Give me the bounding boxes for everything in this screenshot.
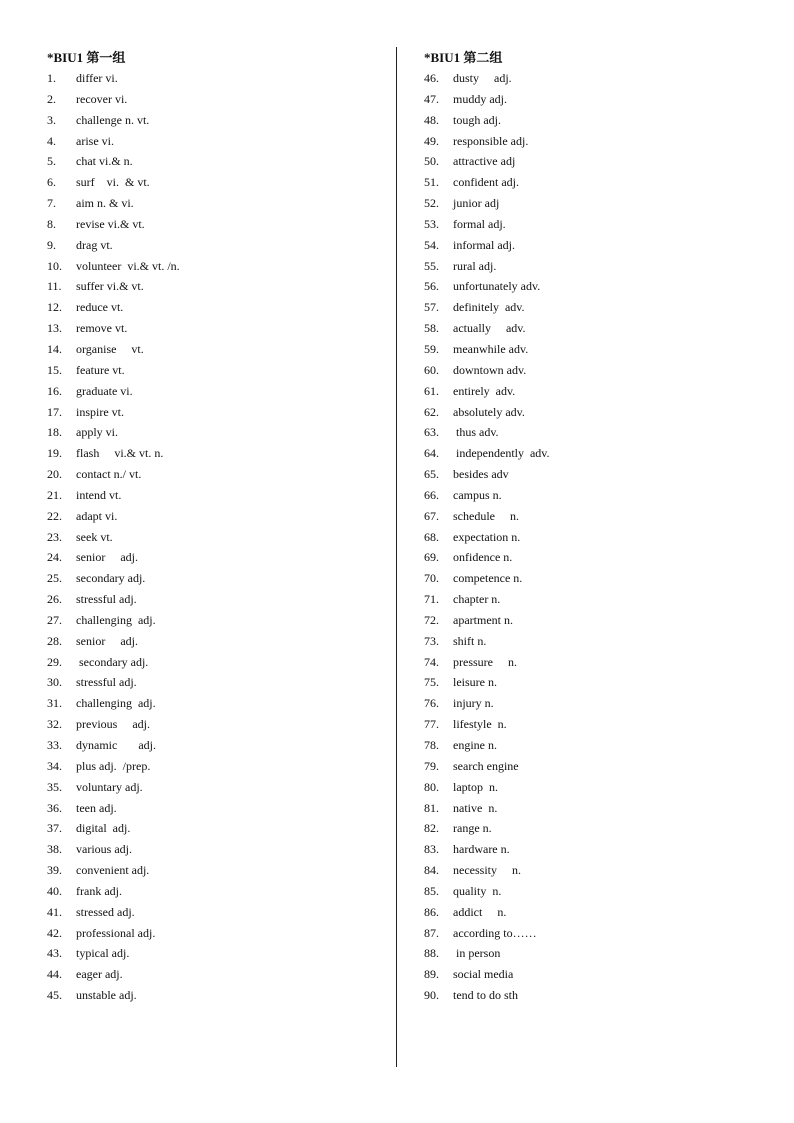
list-item <box>424 902 764 923</box>
item-word: confident adj. <box>453 175 519 190</box>
item-number: 9. <box>47 237 56 252</box>
item-number: 48. <box>424 112 439 127</box>
item-number: 56. <box>424 279 439 294</box>
column-title: *BIU1 第一组 <box>47 50 126 65</box>
item-number: 81. <box>424 800 439 815</box>
item-number: 52. <box>424 196 439 211</box>
list-item <box>47 402 377 423</box>
item-word: typical adj. <box>76 946 130 961</box>
item-word: previous adj. <box>76 717 150 732</box>
item-word: arise vi. <box>76 133 114 148</box>
item-word: aim n. & vi. <box>76 196 134 211</box>
item-word: downtown adv. <box>453 362 527 377</box>
item-number: 75. <box>424 675 439 690</box>
list-item <box>47 527 377 548</box>
list-item <box>47 881 377 902</box>
item-word: quality n. <box>453 883 502 898</box>
column-title: *BIU1 第二组 <box>424 50 503 65</box>
item-word: stressed adj. <box>76 904 135 919</box>
item-word: digital adj. <box>76 821 131 836</box>
item-number: 37. <box>47 821 62 836</box>
item-word: besides adv <box>453 467 509 482</box>
item-number: 61. <box>424 383 439 398</box>
item-word: hardware n. <box>453 842 510 857</box>
list-item <box>47 276 377 297</box>
list-item <box>424 89 764 110</box>
item-word: meanwhile adv. <box>453 341 529 356</box>
item-number: 78. <box>424 738 439 752</box>
item-number: 89. <box>424 967 439 982</box>
item-word: senior adj. <box>76 633 138 648</box>
column-divider <box>396 47 397 1067</box>
item-number: 46. <box>424 71 439 85</box>
item-number: 66. <box>424 487 439 502</box>
item-number: 47. <box>424 91 439 106</box>
item-number: 58. <box>424 321 439 336</box>
list-item <box>47 943 377 964</box>
item-word: recover vi. <box>76 91 128 106</box>
list-item <box>47 172 377 193</box>
item-word: engine n. <box>453 738 497 752</box>
list-item <box>47 964 377 985</box>
list-item <box>424 735 764 756</box>
item-word: campus n. <box>453 487 502 502</box>
list-item <box>424 110 764 131</box>
item-number: 90. <box>424 988 439 1003</box>
list-item <box>424 798 764 819</box>
list-item <box>47 464 377 485</box>
item-number: 83. <box>424 842 439 857</box>
list-item <box>47 297 377 318</box>
item-word: range n. <box>453 821 492 836</box>
item-word: responsible adj. <box>453 133 529 148</box>
item-word: independently adv. <box>453 446 550 461</box>
item-number: 68. <box>424 529 439 544</box>
list-item <box>47 756 377 777</box>
item-number: 3. <box>47 112 56 127</box>
list-item <box>424 193 764 214</box>
item-number: 87. <box>424 925 439 940</box>
item-number: 42. <box>47 925 62 940</box>
item-number: 16. <box>47 383 62 398</box>
item-word: chat vi.& n. <box>76 154 133 169</box>
item-word: schedule n. <box>453 508 519 523</box>
item-word: challenging adj. <box>76 696 156 711</box>
item-number: 38. <box>47 842 62 857</box>
item-word: challenge n. vt. <box>76 112 150 127</box>
list-item <box>47 422 377 443</box>
list-item <box>424 339 764 360</box>
list-item <box>47 652 377 673</box>
list-item <box>47 985 377 1006</box>
item-word: professional adj. <box>76 925 156 940</box>
item-number: 45. <box>47 988 62 1003</box>
list-item <box>47 568 377 589</box>
list-item <box>424 256 764 277</box>
list-item <box>424 839 764 860</box>
list-item <box>424 485 764 506</box>
list-item <box>47 714 377 735</box>
item-word: formal adj. <box>453 216 506 231</box>
item-number: 1. <box>47 71 56 85</box>
list-item <box>424 360 764 381</box>
list-item <box>47 235 377 256</box>
list-item <box>47 923 377 944</box>
list-item <box>424 506 764 527</box>
list-item <box>47 506 377 527</box>
list-item <box>424 276 764 297</box>
item-number: 65. <box>424 467 439 482</box>
vocabulary-column-group-2 <box>424 48 764 1006</box>
item-number: 57. <box>424 300 439 315</box>
item-number: 27. <box>47 612 62 627</box>
item-number: 29. <box>47 654 62 669</box>
item-number: 53. <box>424 216 439 231</box>
item-word: informal adj. <box>453 237 515 252</box>
item-number: 84. <box>424 863 439 878</box>
list-item <box>47 110 377 131</box>
list-item <box>424 777 764 798</box>
item-word: teen adj. <box>76 800 117 815</box>
list-item <box>47 547 377 568</box>
item-word: muddy adj. <box>453 91 507 106</box>
list-item <box>424 402 764 423</box>
list-item <box>47 672 377 693</box>
item-word: attractive adj <box>453 154 516 169</box>
list-item <box>424 672 764 693</box>
item-word: definitely adv. <box>453 300 525 315</box>
item-number: 69. <box>424 550 439 565</box>
item-number: 39. <box>47 863 62 878</box>
item-word: graduate vi. <box>76 383 133 398</box>
list-item <box>47 860 377 881</box>
item-number: 51. <box>424 175 439 190</box>
list-item <box>424 881 764 902</box>
item-word: expectation n. <box>453 529 521 544</box>
item-number: 36. <box>47 800 62 815</box>
item-number: 35. <box>47 779 62 794</box>
item-number: 21. <box>47 487 62 502</box>
item-word: apartment n. <box>453 612 513 627</box>
item-word: according to…… <box>453 925 537 940</box>
item-word: tough adj. <box>453 112 501 127</box>
list-item <box>47 839 377 860</box>
list-item <box>47 798 377 819</box>
item-number: 55. <box>424 258 439 273</box>
item-word: feature vt. <box>76 362 125 377</box>
list-item <box>47 339 377 360</box>
item-word: native n. <box>453 800 498 815</box>
list-item <box>424 547 764 568</box>
item-number: 88. <box>424 946 439 961</box>
item-word: pressure n. <box>453 654 517 669</box>
vocabulary-list <box>424 68 764 1006</box>
item-number: 12. <box>47 300 62 315</box>
item-number: 4. <box>47 133 56 148</box>
item-number: 71. <box>424 592 439 607</box>
list-item <box>424 714 764 735</box>
item-word: stressful adj. <box>76 592 137 607</box>
list-item <box>424 443 764 464</box>
item-word: tend to do sth <box>453 988 518 1003</box>
item-word: revise vi.& vt. <box>76 216 145 231</box>
item-word: onfidence n. <box>453 550 513 565</box>
list-item <box>424 464 764 485</box>
list-item <box>47 818 377 839</box>
item-number: 25. <box>47 571 62 586</box>
item-word: plus adj. /prep. <box>76 758 151 773</box>
item-word: apply vi. <box>76 425 118 440</box>
item-number: 40. <box>47 883 62 898</box>
list-item <box>424 68 764 89</box>
item-word: reduce vt. <box>76 300 124 315</box>
item-number: 34. <box>47 758 62 773</box>
item-word: unstable adj. <box>76 988 137 1003</box>
item-word: dynamic adj. <box>76 738 156 752</box>
item-number: 54. <box>424 237 439 252</box>
item-word: inspire vt. <box>76 404 124 419</box>
list-item <box>47 68 377 89</box>
item-word: chapter n. <box>453 592 501 607</box>
list-item <box>47 256 377 277</box>
item-word: rural adj. <box>453 258 497 273</box>
item-number: 5. <box>47 154 56 169</box>
item-number: 73. <box>424 633 439 648</box>
item-word: challenging adj. <box>76 612 156 627</box>
item-number: 63. <box>424 425 439 440</box>
item-number: 15. <box>47 362 62 377</box>
item-word: various adj. <box>76 842 132 857</box>
list-item <box>47 89 377 110</box>
item-word: leisure n. <box>453 675 497 690</box>
list-item <box>424 131 764 152</box>
item-number: 44. <box>47 967 62 982</box>
list-item <box>47 485 377 506</box>
list-item <box>424 151 764 172</box>
item-number: 74. <box>424 654 439 669</box>
list-item <box>47 360 377 381</box>
item-number: 41. <box>47 904 62 919</box>
item-number: 64. <box>424 446 439 461</box>
item-number: 13. <box>47 321 62 336</box>
item-word: necessity n. <box>453 863 521 878</box>
vocabulary-column-group-1 <box>47 48 377 1006</box>
item-word: thus adv. <box>453 425 499 440</box>
list-item <box>47 214 377 235</box>
list-item <box>424 527 764 548</box>
item-number: 28. <box>47 633 62 648</box>
list-item <box>47 693 377 714</box>
list-item <box>424 318 764 339</box>
list-item <box>47 631 377 652</box>
list-item <box>47 443 377 464</box>
item-number: 23. <box>47 529 62 544</box>
list-item <box>424 235 764 256</box>
item-number: 24. <box>47 550 62 565</box>
list-item <box>424 568 764 589</box>
item-number: 20. <box>47 467 62 482</box>
item-word: suffer vi.& vt. <box>76 279 144 294</box>
list-item <box>47 589 377 610</box>
list-item <box>424 381 764 402</box>
list-item <box>47 610 377 631</box>
item-number: 8. <box>47 216 56 231</box>
item-word: shift n. <box>453 633 487 648</box>
item-number: 76. <box>424 696 439 711</box>
item-word: drag vt. <box>76 237 113 252</box>
item-word: remove vt. <box>76 321 128 336</box>
list-item <box>47 735 377 756</box>
item-word: senior adj. <box>76 550 138 565</box>
item-number: 17. <box>47 404 62 419</box>
item-number: 18. <box>47 425 62 440</box>
item-number: 77. <box>424 717 439 732</box>
item-word: seek vt. <box>76 529 113 544</box>
item-number: 26. <box>47 592 62 607</box>
item-word: volunteer vi.& vt. /n. <box>76 258 180 273</box>
item-number: 32. <box>47 717 62 732</box>
item-word: adapt vi. <box>76 508 118 523</box>
item-word: voluntary adj. <box>76 779 143 794</box>
item-number: 2. <box>47 91 56 106</box>
item-word: competence n. <box>453 571 523 586</box>
item-word: absolutely adv. <box>453 404 525 419</box>
item-word: secondary adj. <box>76 571 146 586</box>
list-item <box>424 923 764 944</box>
item-word: flash vi.& vt. n. <box>76 446 164 461</box>
item-word: in person <box>453 946 501 961</box>
item-number: 19. <box>47 446 62 461</box>
list-item <box>424 297 764 318</box>
list-item <box>424 756 764 777</box>
item-number: 85. <box>424 883 439 898</box>
item-word: differ vi. <box>76 71 118 85</box>
list-item <box>424 652 764 673</box>
item-word: secondary adj. <box>76 654 149 669</box>
list-item <box>424 860 764 881</box>
item-word: frank adj. <box>76 883 122 898</box>
item-number: 31. <box>47 696 62 711</box>
item-number: 22. <box>47 508 62 523</box>
item-number: 11. <box>47 279 62 294</box>
list-item <box>424 589 764 610</box>
item-word: convenient adj. <box>76 863 150 878</box>
list-item <box>424 610 764 631</box>
list-item <box>424 964 764 985</box>
item-word: actually adv. <box>453 321 526 336</box>
item-number: 70. <box>424 571 439 586</box>
list-item <box>47 151 377 172</box>
item-number: 50. <box>424 154 439 169</box>
list-item <box>47 131 377 152</box>
item-word: laptop n. <box>453 779 498 794</box>
list-item <box>424 214 764 235</box>
item-word: organise vt. <box>76 341 144 356</box>
item-number: 60. <box>424 362 439 377</box>
item-number: 80. <box>424 779 439 794</box>
item-number: 86. <box>424 904 439 919</box>
item-word: social media <box>453 967 514 982</box>
vocabulary-list <box>47 68 377 1006</box>
item-number: 49. <box>424 133 439 148</box>
list-item <box>424 943 764 964</box>
item-number: 33. <box>47 738 62 752</box>
item-number: 30. <box>47 675 62 690</box>
list-item <box>47 193 377 214</box>
list-item <box>424 985 764 1006</box>
item-word: stressful adj. <box>76 675 137 690</box>
item-number: 82. <box>424 821 439 836</box>
item-number: 14. <box>47 341 62 356</box>
item-word: surf vi. & vt. <box>76 175 150 190</box>
item-word: entirely adv. <box>453 383 516 398</box>
item-word: junior adj <box>453 196 500 211</box>
item-number: 7. <box>47 196 56 211</box>
item-word: intend vt. <box>76 487 122 502</box>
list-item <box>424 631 764 652</box>
item-number: 43. <box>47 946 62 961</box>
item-number: 67. <box>424 508 439 523</box>
list-item <box>47 381 377 402</box>
item-number: 10. <box>47 258 62 273</box>
item-word: addict n. <box>453 904 507 919</box>
list-item <box>424 172 764 193</box>
item-number: 62. <box>424 404 439 419</box>
item-word: lifestyle n. <box>453 717 507 732</box>
list-item <box>424 693 764 714</box>
list-item <box>47 777 377 798</box>
item-number: 6. <box>47 175 56 190</box>
item-word: search engine <box>453 758 519 773</box>
item-word: dusty adj. <box>453 71 512 85</box>
item-number: 72. <box>424 612 439 627</box>
item-number: 59. <box>424 341 439 356</box>
item-word: injury n. <box>453 696 494 711</box>
list-item <box>47 902 377 923</box>
list-item <box>424 818 764 839</box>
item-word: eager adj. <box>76 967 123 982</box>
list-item <box>424 422 764 443</box>
item-word: contact n./ vt. <box>76 467 142 482</box>
list-item <box>47 318 377 339</box>
item-number: 79. <box>424 758 439 773</box>
item-word: unfortunately adv. <box>453 279 541 294</box>
